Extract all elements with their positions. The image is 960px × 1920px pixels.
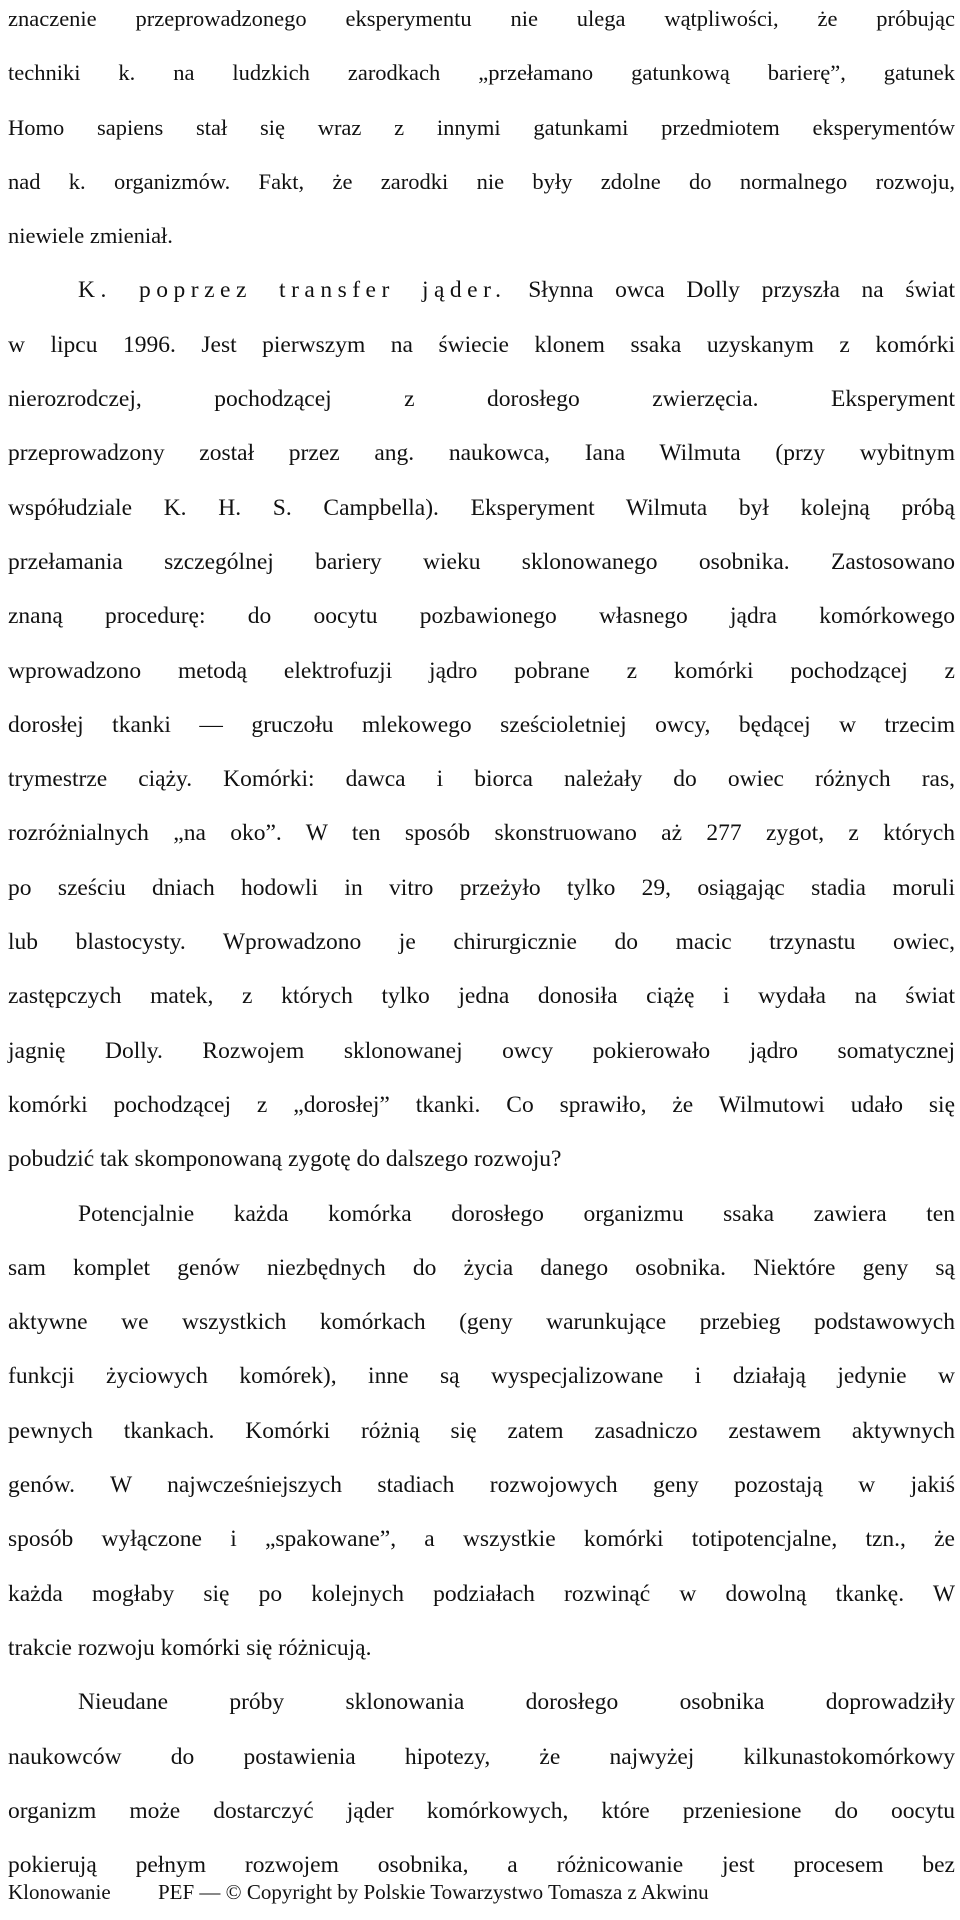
section-heading: K. poprzez transfer jąder. — [78, 277, 507, 304]
text-line: w lipcu 1996. Jest pierwszym na świecie klonem ssaka uzyskanym z komórki — [8, 331, 955, 358]
text-line: dorosłej tkanki — gruczołu mlekowego sześcioletniej owcy, będącej w trzecim — [8, 711, 955, 738]
text-line: znaną procedurę: do oocytu pozbawionego własnego jądra komórkowego — [8, 603, 955, 630]
text-line: komórki pochodzącej z „dorosłej” tkanki. Co sprawiło, że Wilmutowi udało się — [8, 1091, 955, 1118]
paragraph-1 — [8, 0, 955, 263]
paragraph-2 — [8, 263, 955, 1186]
paragraph-4 — [8, 1675, 955, 1892]
footer-copyright: PEF — © Copyright by Polskie Towarzystwo Tomasza z Akwinu — [158, 1880, 709, 1904]
text-line: pokierują pełnym rozwojem osobnika, a różnicowanie jest procesem bez — [8, 1852, 955, 1879]
text-line: aktywne we wszystkich komórkach (geny warunkujące przebieg podstawowych — [8, 1309, 955, 1336]
text-line: genów. W najwcześniejszych stadiach rozwojowych geny pozostają w jakiś — [8, 1472, 955, 1499]
text-line: niewiele zmieniał. — [8, 223, 173, 249]
text-line: nierozrodczej, pochodzącej z dorosłego zwierzęcia. Eksperyment — [8, 386, 955, 413]
text-line: znaczenie przeprowadzonego eksperymentu nie ulega wątpliwości, że próbując — [8, 6, 955, 31]
text-line: współudziale K. H. S. Campbella). Eksperyment Wilmuta był kolejną próbą — [8, 494, 955, 521]
text-line: Potencjalnie każda komórka dorosłego organizmu ssaka zawiera ten — [78, 1200, 955, 1227]
text-line: organizm może dostarczyć jąder komórkowych, które przeniesione do oocytu — [8, 1797, 955, 1824]
paragraph-3 — [8, 1187, 955, 1676]
text-line-with-heading — [8, 263, 955, 317]
text-line: nad k. organizmów. Fakt, że zarodki nie były zdolne do normalnego rozwoju, — [8, 168, 955, 194]
text-line: przeprowadzony został przez ang. naukowca, Iana Wilmuta (przy wybitnym — [8, 440, 955, 467]
text-line: sposób wyłączone i „spakowane”, a wszystkie komórki totipotencjalne, tzn., że — [8, 1526, 955, 1553]
text-line: techniki k. na ludzkich zarodkach „przełamano gatunkową barierę”, gatunek — [8, 60, 955, 86]
text-line: lub blastocysty. Wprowadzono je chirurgicznie do macic trzynastu owiec, — [8, 929, 955, 956]
footer-title: Klonowanie — [8, 1880, 111, 1904]
document-body — [8, 0, 955, 1892]
text-line: Nieudane próby sklonowania dorosłego osobnika doprowadziły — [78, 1689, 955, 1716]
text-line: funkcji życiowych komórek), inne są wyspecjalizowane i działają jedynie w — [8, 1363, 955, 1390]
text-line: pobudzić tak skomponowaną zygotę do dalszego rozwoju? — [8, 1146, 562, 1173]
text-line: rozróżnialnych „na oko”. W ten sposób skonstruowano aż 277 zygot, z których — [8, 820, 955, 847]
text-line: zastępczych matek, z których tylko jedna donosiła ciążę i wydała na świat — [8, 983, 955, 1010]
text-line: każda mogłaby się po kolejnych podziałach rozwinąć w dowolną tkankę. W — [8, 1580, 955, 1607]
text-line: Homo sapiens stał się wraz z innymi gatunkami przedmiotem eksperymentów — [8, 114, 955, 140]
text-line: sam komplet genów niezbędnych do życia danego osobnika. Niektóre geny są — [8, 1254, 955, 1281]
text-line: jagnię Dolly. Rozwojem sklonowanej owcy pokierowało jądro somatycznej — [8, 1037, 955, 1064]
text-line: przełamania szczególnej bariery wieku sklonowanego osobnika. Zastosowano — [8, 548, 955, 575]
text-line: trakcie rozwoju komórki się różnicują. — [8, 1634, 372, 1661]
page-footer — [8, 1876, 955, 1908]
text-line: naukowców do postawienia hipotezy, że najwyżej kilkunastokomórkowy — [8, 1743, 955, 1770]
text-line: trymestrze ciąży. Komórki: dawca i biorca należały do owiec różnych ras, — [8, 766, 955, 793]
text-line: wprowadzono metodą elektrofuzji jądro pobrane z komórki pochodzącej z — [8, 657, 955, 684]
text-fragment: Słynna owca Dolly przyszła na świat — [506, 277, 955, 304]
text-line: pewnych tkankach. Komórki różnią się zatem zasadniczo zestawem aktywnych — [8, 1417, 955, 1444]
text-line: po sześciu dniach hodowli in vitro przeżyło tylko 29, osiągając stadia moruli — [8, 874, 955, 901]
